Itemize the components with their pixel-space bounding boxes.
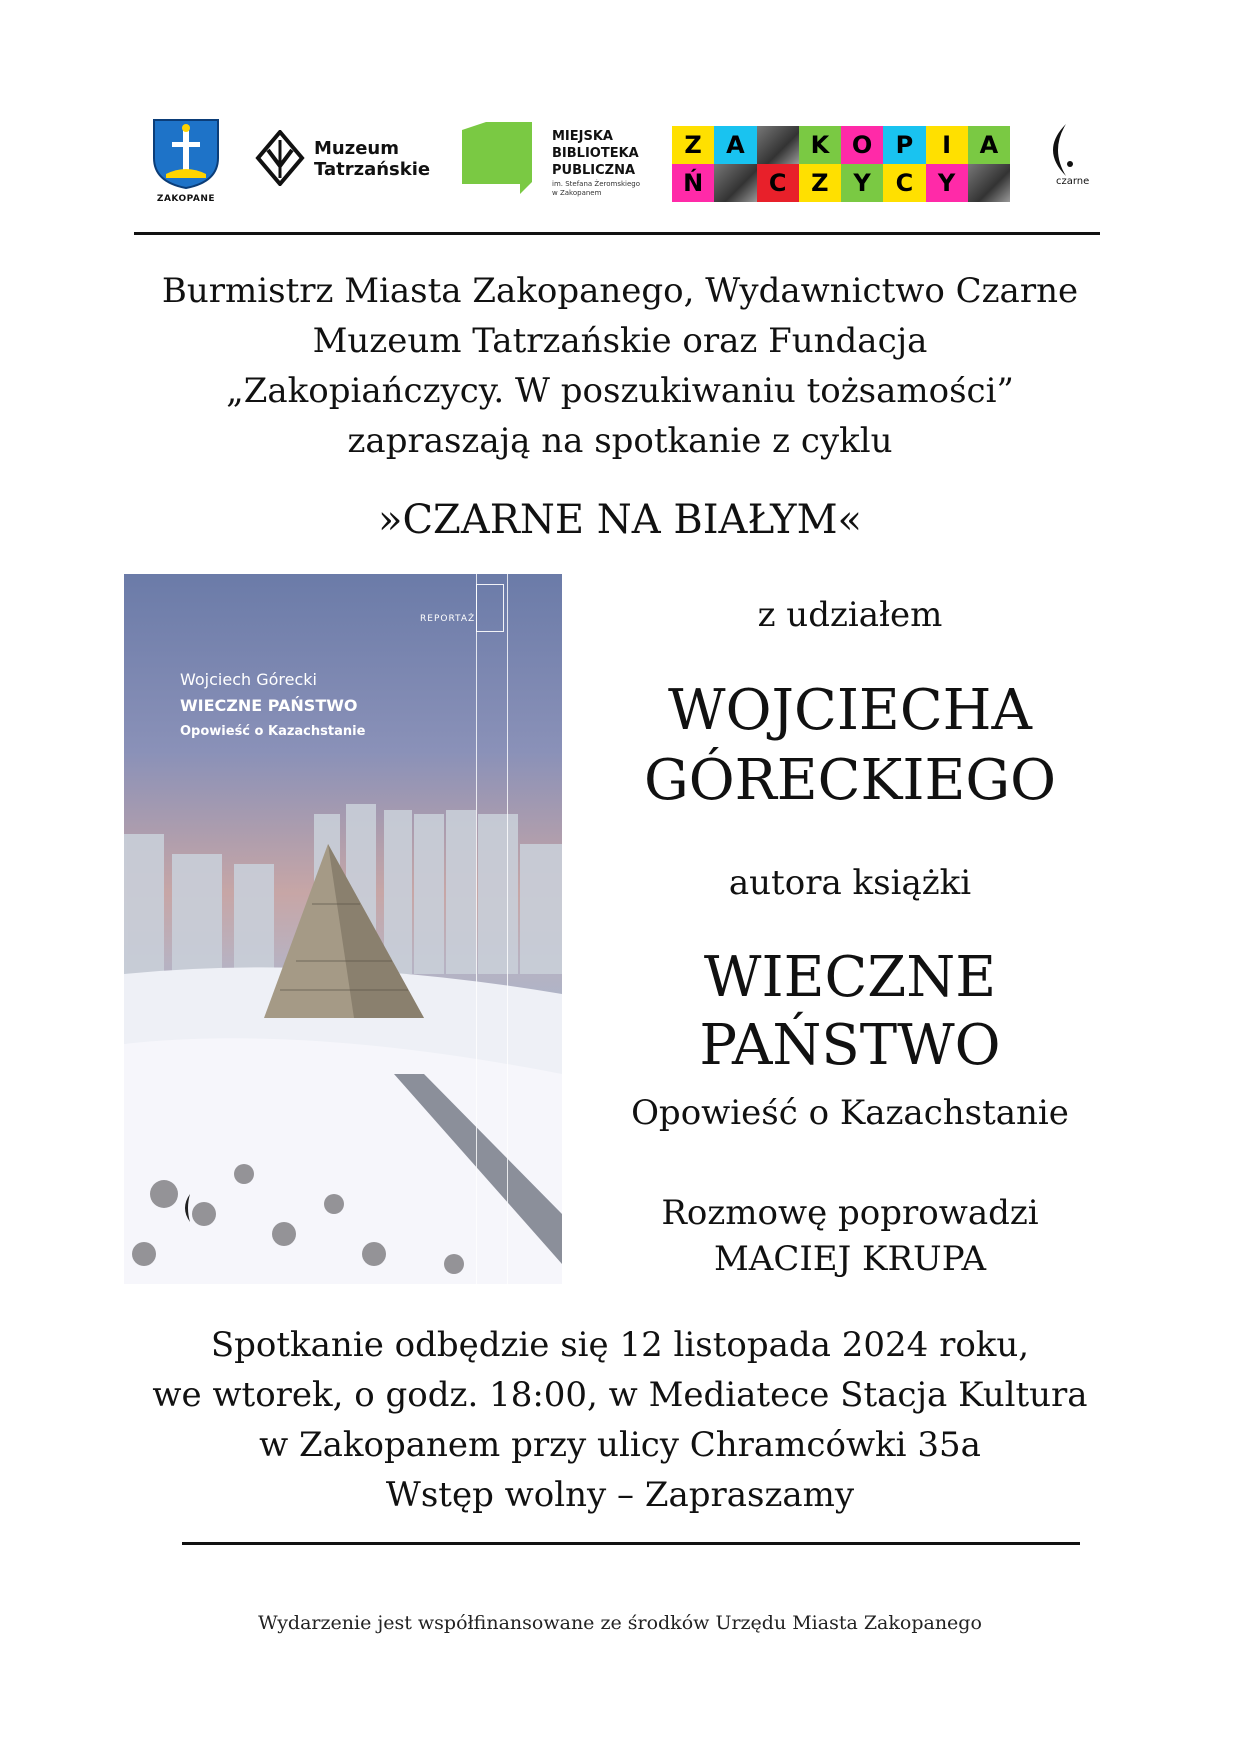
series-title: »CZARNE NA BIAŁYM« xyxy=(377,497,863,543)
muzeum-emblem-icon xyxy=(254,130,306,186)
biblioteka-line3: PUBLICZNA xyxy=(552,163,636,178)
author-of-label: autora książki xyxy=(728,863,972,903)
intro-line3: „Zakopiańczycy. W poszukiwaniu tożsamości” xyxy=(226,371,1014,411)
zc-portrait-cell xyxy=(714,164,756,202)
host-intro: Rozmowę poprowadzi xyxy=(661,1193,1039,1233)
biblioteka-line1: MIEJSKA xyxy=(552,129,613,144)
muzeum-tatrzanskie-logo xyxy=(254,130,434,186)
book-subtitle: Opowieść o Kazachstanie xyxy=(631,1093,1069,1133)
zc-letter-cell: C xyxy=(757,164,799,202)
host-block xyxy=(600,1190,1100,1282)
zc-letter-cell: I xyxy=(926,126,968,164)
guest-name xyxy=(600,676,1100,816)
zc-portrait-cell xyxy=(757,126,799,164)
with-label: z udziałem xyxy=(757,595,943,635)
event-details xyxy=(120,1320,1120,1520)
czarne-logo xyxy=(1036,120,1096,204)
funding-note: Wydarzenie jest współfinansowane ze środków Urzędu Miasta Zakopanego xyxy=(258,1612,982,1634)
cover-title: WIECZNE PAŃSTWO xyxy=(180,696,358,715)
book-title-line2: PAŃSTWO xyxy=(699,1013,1001,1078)
details-line1: Spotkanie odbędzie się 12 listopada 2024 roku, xyxy=(210,1325,1030,1365)
book-title xyxy=(600,944,1100,1080)
book-icon xyxy=(462,122,532,194)
zakopane-label: ZAKOPANE xyxy=(156,194,216,204)
czarne-emblem-icon xyxy=(1036,120,1076,180)
book-cover-image xyxy=(124,574,562,1284)
cover-genre: REPORTAŻ xyxy=(420,614,476,624)
host-name: MACIEJ KRUPA xyxy=(713,1239,987,1279)
top-divider xyxy=(134,232,1100,235)
zc-letter-cell: P xyxy=(883,126,925,164)
zc-portrait-cell xyxy=(968,164,1010,202)
muzeum-line2: Tatrzańskie xyxy=(314,159,431,180)
details-line3: w Zakopanem przy ulicy Chramcówki 35a xyxy=(259,1425,981,1465)
czarne-label: czarne xyxy=(1056,176,1090,187)
zc-letter-cell: Y xyxy=(926,164,968,202)
cover-subtitle: Opowieść o Kazachstanie xyxy=(180,724,366,739)
biblioteka-small1: im. Stefana Żeromskiego xyxy=(552,180,641,188)
muzeum-line1: Muzeum xyxy=(314,138,399,159)
intro-line2: Muzeum Tatrzańskie oraz Fundacja xyxy=(312,321,928,361)
guest-name-line1: WOJCIECHA xyxy=(668,678,1032,743)
zc-letter-cell: Y xyxy=(841,164,883,202)
zc-letter-cell: C xyxy=(883,164,925,202)
zc-letter-cell: A xyxy=(968,126,1010,164)
miejska-biblioteka-logo xyxy=(462,118,662,204)
zc-letter-cell: O xyxy=(841,126,883,164)
book-title-line1: WIECZNE xyxy=(703,945,997,1010)
bottom-divider xyxy=(182,1542,1080,1545)
cover-author: Wojciech Górecki xyxy=(180,670,317,689)
intro-line4: zapraszają na spotkanie z cyklu xyxy=(347,421,893,461)
biblioteka-small2: w Zakopanem xyxy=(552,189,602,197)
intro-line1: Burmistrz Miasta Zakopanego, Wydawnictwo Czarne xyxy=(161,271,1079,311)
biblioteka-line2: BIBLIOTEKA xyxy=(552,146,639,161)
zakopianczycy-logo xyxy=(672,126,1010,202)
details-line2: we wtorek, o godz. 18:00, w Mediatece Stacja Kultura xyxy=(152,1375,1088,1415)
zc-letter-cell: Z xyxy=(799,164,841,202)
zc-letter-cell: Ń xyxy=(672,164,714,202)
guest-name-line2: GÓRECKIEGO xyxy=(643,748,1056,813)
details-line4: Wstęp wolny – Zapraszamy xyxy=(385,1475,855,1515)
intro-block xyxy=(120,266,1120,466)
zakopane-coat-of-arms-logo xyxy=(152,118,220,204)
coat-of-arms-icon xyxy=(152,118,220,190)
zc-letter-cell: Z xyxy=(672,126,714,164)
zc-letter-cell: K xyxy=(799,126,841,164)
zc-letter-cell: A xyxy=(714,126,756,164)
